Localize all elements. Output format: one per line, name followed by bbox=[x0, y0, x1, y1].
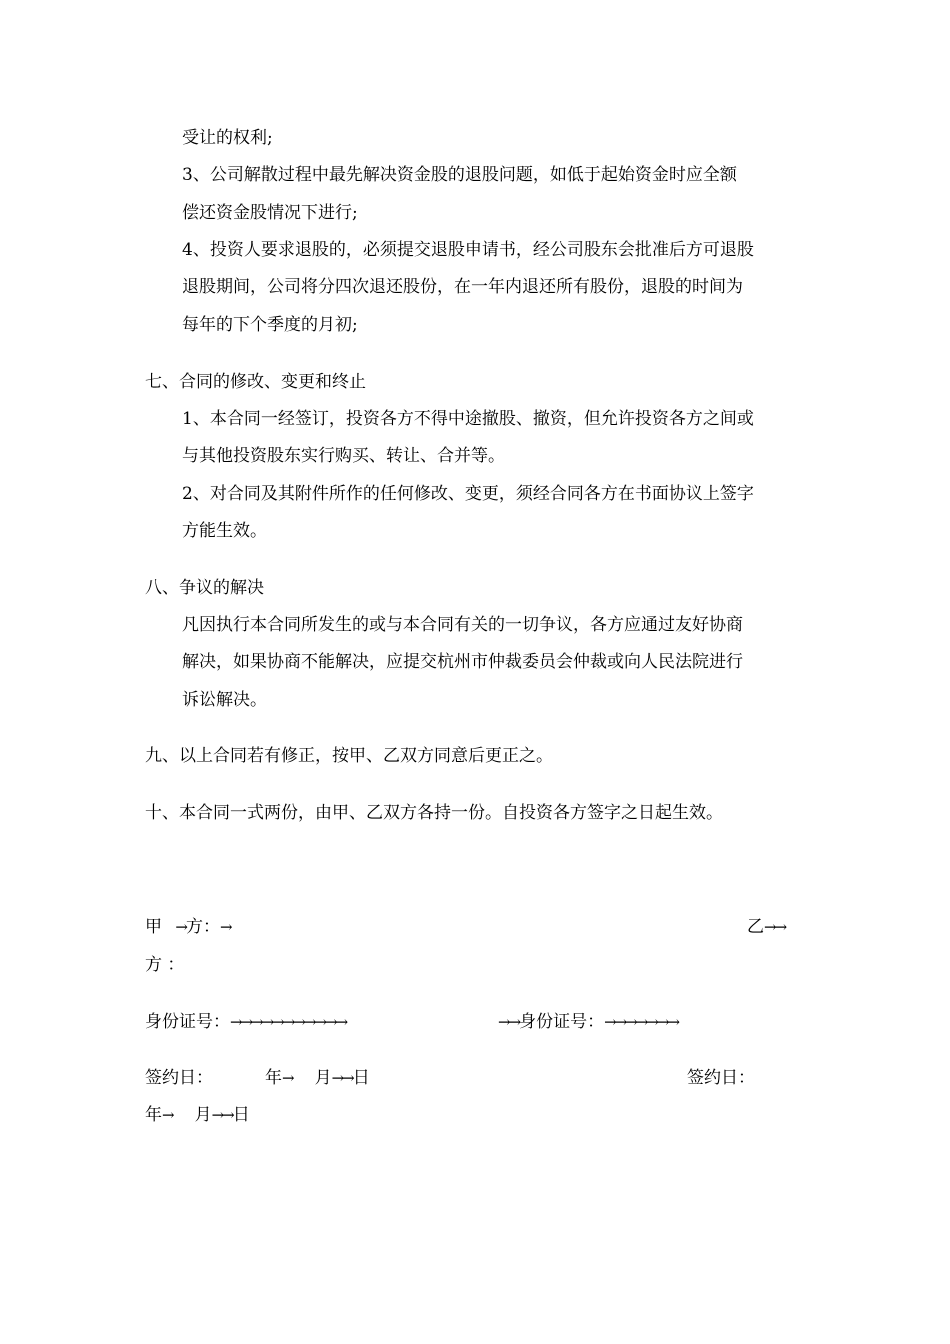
text-line: 方能生效。 bbox=[182, 521, 267, 541]
party-b-cont bbox=[145, 955, 184, 975]
date-a-label: 签约日： bbox=[145, 1068, 213, 1088]
section-heading: 八、争议的解决 bbox=[145, 578, 264, 598]
text-line: 解决，如果协商不能解决，应提交杭州市仲裁委员会仲裁或向人民法院进行 bbox=[182, 652, 743, 672]
text-line: 1、本合同一经签订，投资各方不得中途撤股、撤资，但允许投资各方之间或 bbox=[182, 409, 754, 429]
tab-arrow-icon: → bbox=[219, 918, 231, 936]
text-line: 退股期间，公司将分四次退还股份，在一年内退还所有股份，退股的时间为 bbox=[182, 277, 743, 297]
date-b-label: 签约日： bbox=[687, 1068, 755, 1088]
id-line-b bbox=[498, 1012, 678, 1032]
party-b-char: 乙 bbox=[747, 917, 764, 937]
section-heading: 九、以上合同若有修正，按甲、乙双方同意后更正之。 bbox=[145, 746, 553, 766]
text-line: 4、投资人要求退股的，必须提交退股申请书，经公司股东会批准后方可退股 bbox=[182, 240, 754, 260]
id-b-label: 身份证号： bbox=[519, 1012, 605, 1032]
text-line: 3、公司解散过程中最先解决资金股的退股问题，如低于起始资金时应全额 bbox=[182, 165, 737, 185]
tab-arrow-icon: →→ bbox=[211, 1106, 233, 1124]
date-line-b bbox=[687, 1068, 755, 1088]
year-a: 年 bbox=[265, 1068, 282, 1088]
tab-arrow-icon: → bbox=[282, 1069, 293, 1087]
day-b: 日 bbox=[232, 1105, 250, 1125]
id-line-a bbox=[145, 1012, 346, 1032]
tab-arrow-icon: → bbox=[175, 918, 186, 936]
party-a-char-2: 方： bbox=[185, 917, 220, 937]
section-heading: 十、本合同一式两份，由甲、乙双方各持一份。自投资各方签字之日起生效。 bbox=[145, 803, 723, 823]
year-b: 年 bbox=[145, 1105, 162, 1125]
month-a: 月 bbox=[314, 1068, 332, 1088]
month-b: 月 bbox=[194, 1105, 212, 1125]
party-a-label bbox=[145, 917, 231, 937]
party-a-char-1: 甲 bbox=[145, 917, 162, 937]
text-line: 2、对合同及其附件所作的任何修改、变更，须经合同各方在书面协议上签字 bbox=[182, 484, 754, 504]
tab-arrow-icon: → bbox=[162, 1106, 173, 1124]
tab-arrow-icon: →→ bbox=[498, 1013, 520, 1031]
date-b-ymd bbox=[145, 1105, 250, 1125]
date-a-ymd bbox=[265, 1068, 370, 1088]
tab-arrow-icon: →→→→→→→→→→→ bbox=[230, 1013, 347, 1031]
text-line: 凡因执行本合同所发生的或与本合同有关的一切争议，各方应通过友好协商 bbox=[182, 615, 743, 635]
text-line: 受让的权利; bbox=[182, 128, 273, 148]
party-b-label bbox=[747, 917, 785, 937]
party-b-cont-text: 方 ： bbox=[145, 955, 185, 975]
date-line-a bbox=[145, 1068, 213, 1088]
text-line: 与其他投资股东实行购买、转让、合并等。 bbox=[182, 446, 505, 466]
text-line: 偿还资金股情况下进行; bbox=[182, 203, 358, 223]
tab-arrow-icon: →→ bbox=[331, 1069, 353, 1087]
tab-arrow-icon: →→→→→→→ bbox=[604, 1013, 679, 1031]
section-heading: 七、合同的修改、变更和终止 bbox=[145, 372, 366, 392]
text-line: 诉讼解决。 bbox=[182, 690, 267, 710]
tab-arrow-icon: →→ bbox=[764, 918, 786, 936]
id-a-label: 身份证号： bbox=[145, 1012, 230, 1032]
text-line: 每年的下个季度的月初; bbox=[182, 315, 358, 335]
day-a: 日 bbox=[352, 1068, 370, 1088]
